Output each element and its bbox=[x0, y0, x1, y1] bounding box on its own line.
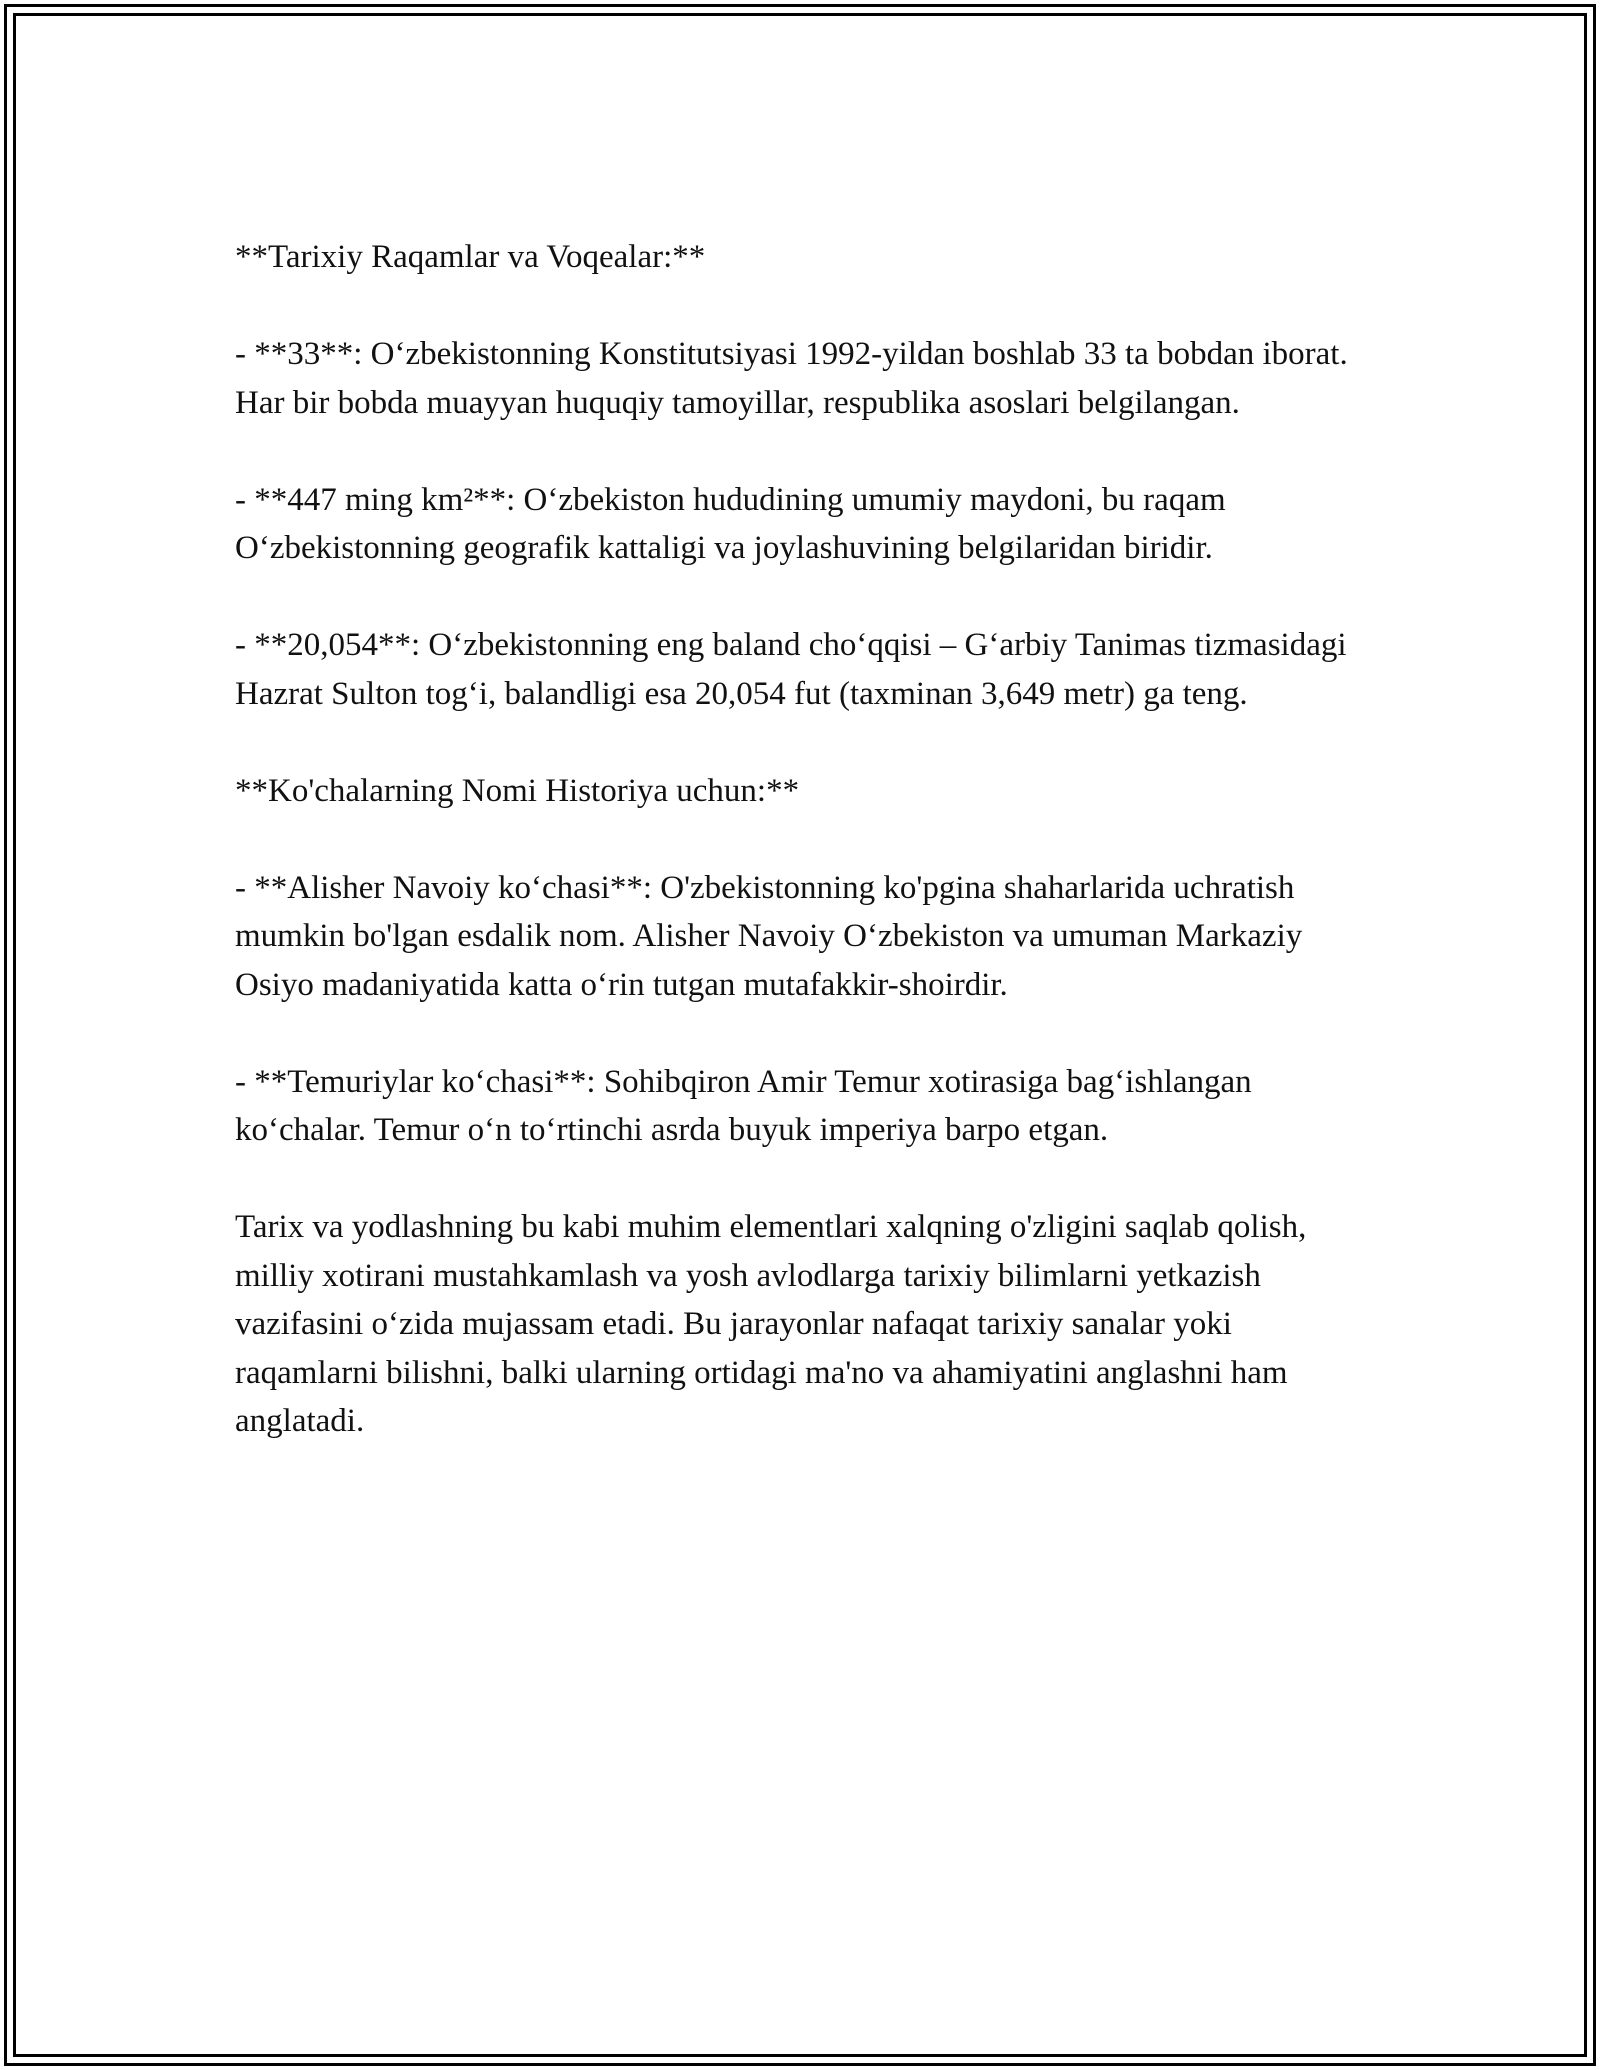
document-body bbox=[235, 233, 1355, 1446]
list-item-area: - **447 ming km²**: O‘zbekiston hududining umumiy maydoni, bu raqam O‘zbekistonning geografik kattaligi va joylashuvining belgilaridan biridir. bbox=[235, 481, 1226, 566]
list-item-navoiy-street: - **Alisher Navoiy ko‘chasi**: O'zbekistonning ko'pgina shaharlarida uchratish mumkin bo'lgan esdalik nom. Alisher Navoiy O‘zbekiston va umuman Markaziy Osiyo madaniyatida katta o‘rin tutgan mutafakkir-shoirdir. bbox=[235, 869, 1303, 1003]
list-item-constitution: - **33**: O‘zbekistonning Konstitutsiyasi 1992-yildan boshlab 33 ta bobdan iborat. Har bir bobda muayyan huquqiy tamoyillar, respublika asoslari belgilangan. bbox=[235, 336, 1348, 421]
list-item-temuriylar-street: - **Temuriylar ko‘chasi**: Sohibqiron Amir Temur xotirasiga bag‘ishlangan ko‘chalar. Temur o‘n to‘rtinchi asrda buyuk imperiya barpo etgan. bbox=[235, 1063, 1252, 1148]
list-item-highest-peak: - **20,054**: O‘zbekistonning eng baland cho‘qqisi – G‘arbiy Tanimas tizmasidagi Hazrat Sulton tog‘i, balandligi esa 20,054 fut (taxminan 3,649 metr) ga teng. bbox=[235, 627, 1347, 712]
section-heading-street-names: **Ko'chalarning Nomi Historiya uchun:** bbox=[235, 772, 800, 809]
section-heading-historical-figures: **Tarixiy Raqamlar va Voqealar:** bbox=[235, 239, 706, 275]
closing-paragraph: Tarix va yodlashning bu kabi muhim elementlari xalqning o'zligini saqlab qolish, milliy xotirani mustahkamlash va yosh avlodlarga tarixiy bilimlarni yetkazish vazifasini o‘zida mujassam etadi. Bu jarayonlar nafaqat tarixiy sanalar yoki raqamlarni bilishni, balki ularning ortidagi ma'no va ahamiyatini anglashni ham anglatadi. bbox=[235, 1209, 1307, 1439]
